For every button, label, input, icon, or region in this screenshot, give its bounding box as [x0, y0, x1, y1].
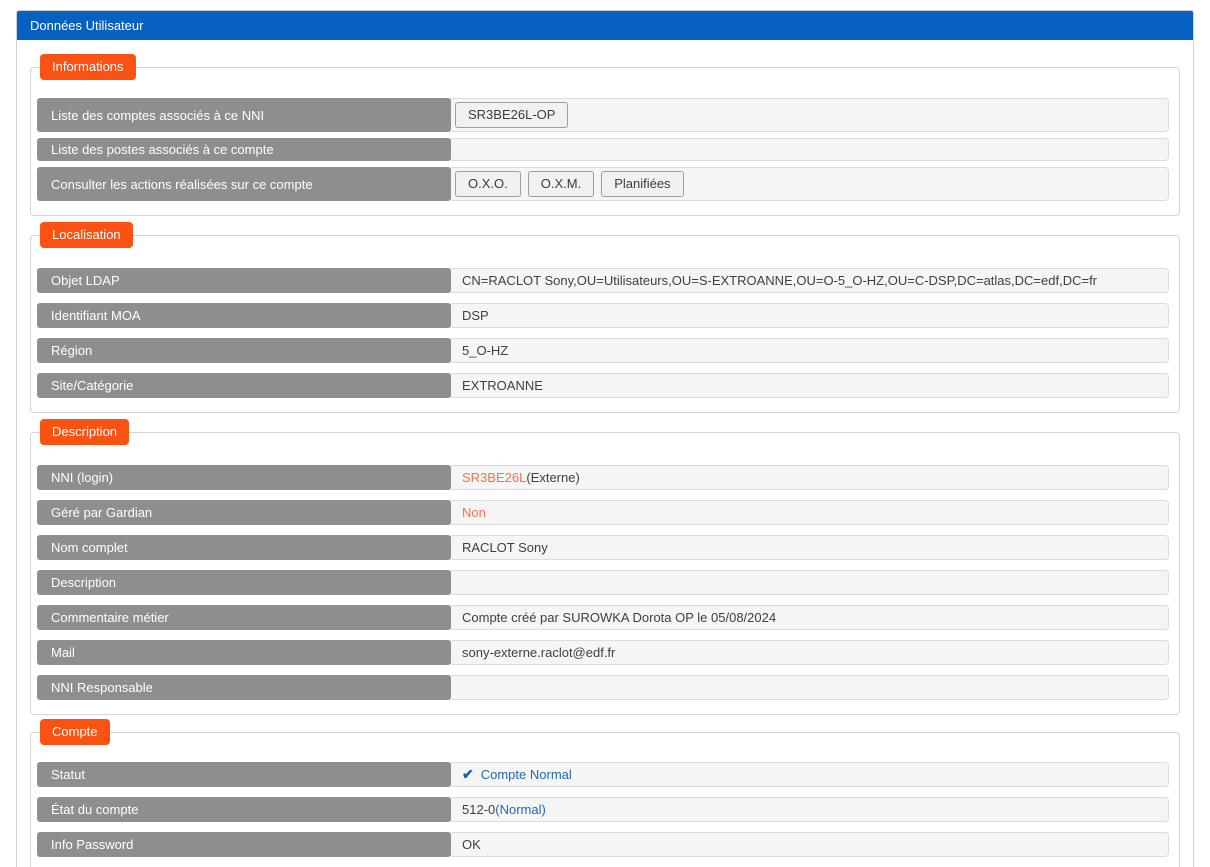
- row-nni-login: [37, 465, 1169, 490]
- nni-value: SR3BE26L: [462, 470, 527, 485]
- section-description-legend: Description: [40, 419, 129, 445]
- row-label: Région: [37, 338, 451, 363]
- check-icon: ✔: [462, 766, 474, 782]
- row-value: [449, 762, 1169, 787]
- row-value: [449, 138, 1169, 161]
- etat-normal: (Normal): [495, 802, 546, 817]
- row-label: Liste des postes associés à ce compte: [37, 138, 451, 161]
- row-label: Description: [37, 570, 451, 595]
- row-value: OK: [449, 832, 1169, 857]
- row-label: NNI (login): [37, 465, 451, 490]
- row-region: [37, 338, 1169, 363]
- donnees-utilisateur-panel: [16, 10, 1194, 867]
- row-value: [449, 98, 1169, 132]
- panel-title: Données Utilisateur: [17, 11, 1193, 40]
- row-value: [449, 570, 1169, 595]
- statut-value: Compte Normal: [480, 767, 572, 782]
- row-value: DSP: [449, 303, 1169, 328]
- section-informations: [30, 59, 1180, 216]
- oxo-button[interactable]: O.X.O.: [455, 171, 521, 197]
- row-identifiant-moa: [37, 303, 1169, 328]
- row-value: [449, 797, 1169, 822]
- section-localisation-legend: Localisation: [40, 222, 133, 248]
- row-label: Consulter les actions réalisées sur ce compte: [37, 167, 451, 201]
- row-commentaire-metier: [37, 605, 1169, 630]
- gardian-value: Non: [462, 505, 486, 520]
- row-value: 5_O-HZ: [449, 338, 1169, 363]
- row-label: Nom complet: [37, 535, 451, 560]
- row-label: État du compte: [37, 797, 451, 822]
- section-compte-legend: Compte: [40, 719, 110, 745]
- row-value: [449, 675, 1169, 700]
- row-statut: [37, 762, 1169, 787]
- etat-code: 512-0: [462, 802, 496, 817]
- row-value: CN=RACLOT Sony,OU=Utilisateurs,OU=S-EXTROANNE,OU=O-5_O-HZ,OU=C-DSP,DC=atlas,DC=edf,DC=fr: [449, 268, 1169, 293]
- row-label: Objet LDAP: [37, 268, 451, 293]
- row-label: Site/Catégorie: [37, 373, 451, 398]
- oxm-button[interactable]: O.X.M.: [528, 171, 594, 197]
- row-site-categorie: [37, 373, 1169, 398]
- section-localisation: [30, 227, 1180, 413]
- row-value: EXTROANNE: [449, 373, 1169, 398]
- row-info-password: [37, 832, 1169, 857]
- row-value: RACLOT Sony: [449, 535, 1169, 560]
- row-gere-par-gardian: [37, 500, 1169, 525]
- compte-associe-button[interactable]: SR3BE26L-OP: [455, 102, 568, 128]
- row-postes-associes: [37, 138, 1169, 161]
- row-value: [449, 167, 1169, 201]
- row-value: [449, 465, 1169, 490]
- row-label: Statut: [37, 762, 451, 787]
- row-label: Géré par Gardian: [37, 500, 451, 525]
- row-value: Compte créé par SUROWKA Dorota OP le 05/08/2024: [449, 605, 1169, 630]
- row-etat-du-compte: [37, 797, 1169, 822]
- row-comptes-associes: [37, 98, 1169, 132]
- row-nni-responsable: [37, 675, 1169, 700]
- row-label: Mail: [37, 640, 451, 665]
- row-mail: [37, 640, 1169, 665]
- row-value: sony-externe.raclot@edf.fr: [449, 640, 1169, 665]
- planifiees-button[interactable]: Planifiées: [601, 171, 683, 197]
- row-label: Info Password: [37, 832, 451, 857]
- row-description: [37, 570, 1169, 595]
- row-objet-ldap: [37, 268, 1169, 293]
- row-label: Commentaire métier: [37, 605, 451, 630]
- section-description: [30, 424, 1180, 715]
- row-value: [449, 500, 1169, 525]
- row-actions-compte: [37, 167, 1169, 201]
- row-label: Identifiant MOA: [37, 303, 451, 328]
- row-nom-complet: [37, 535, 1169, 560]
- row-label: NNI Responsable: [37, 675, 451, 700]
- nni-suffix: (Externe): [526, 470, 580, 485]
- section-compte: [30, 724, 1180, 867]
- row-label: Liste des comptes associés à ce NNI: [37, 98, 451, 132]
- section-informations-legend: Informations: [40, 54, 136, 80]
